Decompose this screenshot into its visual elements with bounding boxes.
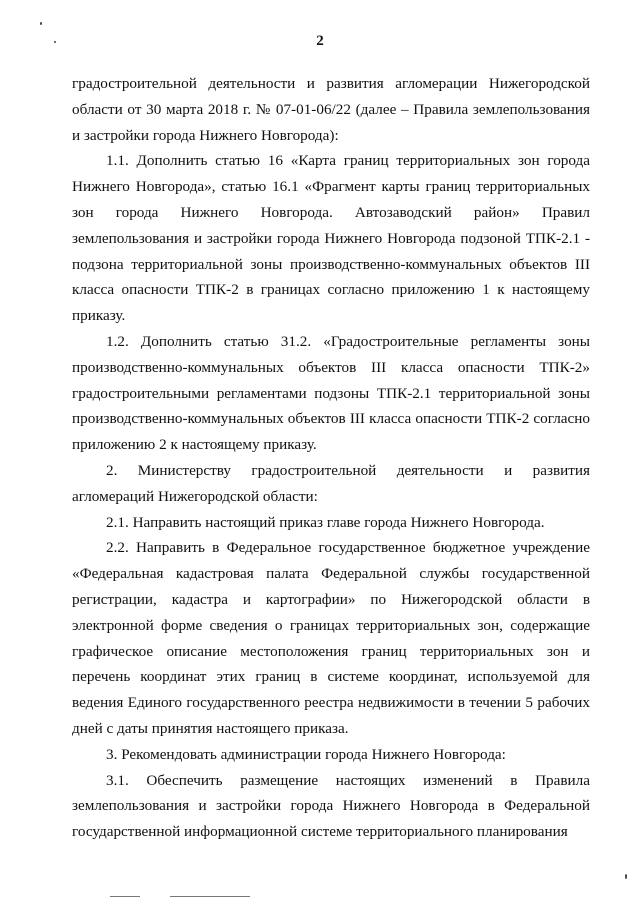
paragraph-3: 3. Рекомендовать администрации города Нижнего Новгорода:: [106, 745, 506, 763]
paragraph-1-1: 1.1. Дополнить статью 16 «Карта границ территориальных зон города Нижнего Новгорода», статью 16.1 «Фрагмент карты границ территориальных зон города Нижнего Новгорода. Автозаводский район» Правил землепользования и застройки города Нижнего Новгорода подзоной ТПК-2.1 - подзона территориальной зоны производственно-коммунальных объектов III класса опасности ТПК-2 в границах согласно приложению 1 к настоящему приказу.: [72, 152, 590, 325]
paragraph-1-2: 1.2. Дополнить статью 31.2. «Градостроительные регламенты зоны производственно-коммунальных объектов III класса опасности ТПК-2» градостроительными регламентами подзоны ТПК-2.1 территориальной зоны производственно-коммунальных объектов III класса опасности ТПК-2 согласно приложению 2 к настоящему приказу.: [72, 332, 590, 454]
paragraph-continuation: градостроительной деятельности и развития агломерации Нижегородской области от 30 марта 2018 г. № 07-01-06/22 (далее – Правила землепользования и застройки города Нижнего Новгорода):: [72, 75, 590, 144]
scan-speck: [40, 22, 42, 25]
footer-rule: [110, 896, 140, 897]
paragraph-2-2: 2.2. Направить в Федеральное государственное бюджетное учреждение «Федеральная кадастровая палата Федеральной службы государственной регистрации, кадастра и картографии» по Нижегородской области в электронной форме сведения о границах территориальных зон, содержащие графическое описание местоположения границ территориальных зон и перечень координат этих границ в системе координат, используемой для ведения Единого государственного реестра недвижимости в течении 5 рабочих дней с даты принятия настоящего приказа.: [72, 539, 590, 737]
page-number: 2: [316, 33, 324, 49]
paragraph-2: 2. Министерству градостроительной деятельности и развития агломераций Нижегородской области:: [72, 461, 590, 505]
scan-speck: [625, 874, 627, 879]
footer-rule: [170, 896, 250, 897]
document-body: [72, 71, 590, 845]
paragraph-2-1: 2.1. Направить настоящий приказ главе города Нижнего Новгорода.: [106, 513, 545, 531]
paragraph-3-1: 3.1. Обеспечить размещение настоящих изменений в Правила землепользования и застройки города Нижнего Новгорода в Федеральной государственной информационной системе территориального планирования: [72, 771, 590, 841]
